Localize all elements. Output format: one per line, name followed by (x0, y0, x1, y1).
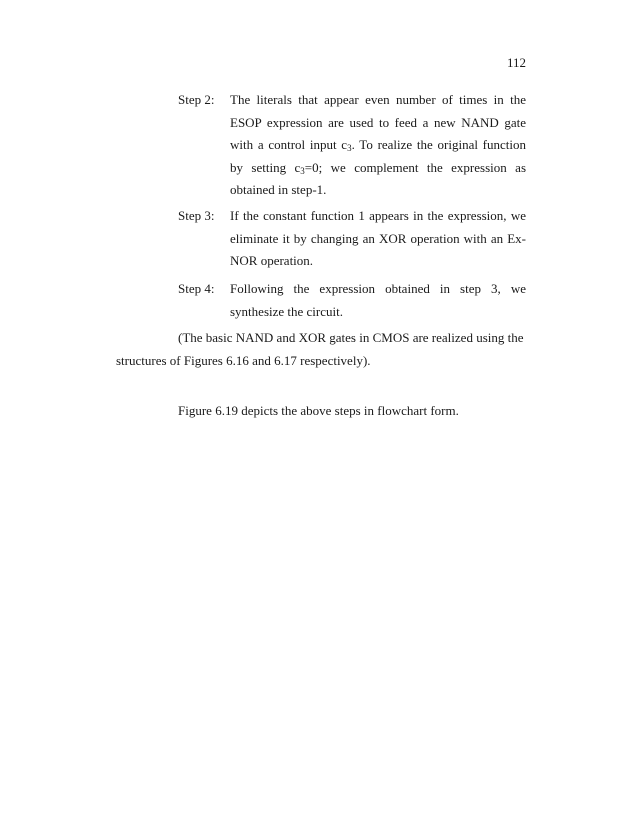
note-line-2: structures of Figures 6.16 and 6.17 respectively). (116, 352, 371, 368)
figure-reference: Figure 6.19 depicts the above steps in flowchart form. (178, 403, 459, 418)
step-2-subscript-a: 3 (347, 143, 352, 153)
step-2-text (230, 89, 526, 202)
step-2-text-part-c: =0; we complement the expression as obtained in step-1. (230, 159, 526, 197)
step-4-label: Step 4: (178, 281, 215, 296)
step-4-text: Following the expression obtained in step 3, we synthesize the circuit. (230, 281, 526, 319)
note-line-1: (The basic NAND and XOR gates in CMOS are realized using the (178, 330, 524, 345)
step-2-subscript-b: 3 (300, 165, 305, 176)
page-number: 112 (506, 55, 526, 70)
step-3-text: If the constant function 1 appears in the expression, we eliminate it by changing an XOR operation with an Ex-NOR operation. (230, 208, 526, 268)
step-3 (178, 205, 526, 273)
step-2 (178, 89, 526, 202)
step-4 (178, 278, 526, 323)
step-2-text-part-b: . To realize the original function by setting c (230, 137, 526, 175)
step-2-text-part-a: The literals that appear even number of times in the ESOP expression are used to feed a new NAND gate with a control input c (230, 92, 526, 152)
note-paragraph (116, 327, 526, 372)
step-3-label: Step 3: (178, 208, 215, 223)
step-2-label: Step 2: (178, 92, 215, 107)
